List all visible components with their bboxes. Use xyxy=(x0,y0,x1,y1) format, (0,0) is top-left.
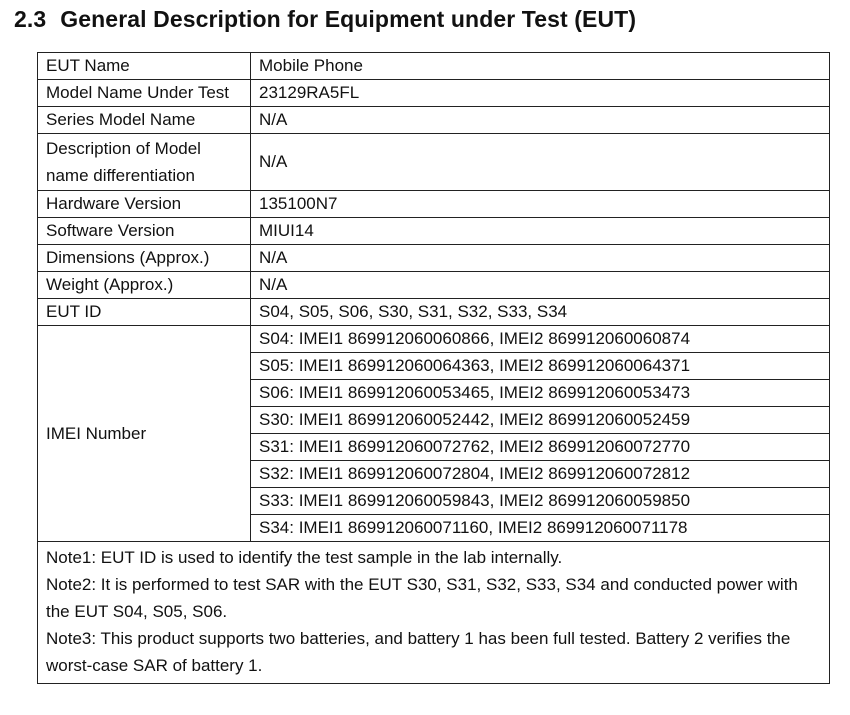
eut-description-table xyxy=(37,52,830,684)
table-row xyxy=(38,272,830,299)
row-label: Software Version xyxy=(38,218,251,245)
row-label: Description of Model name differentiation xyxy=(38,134,251,191)
imei-entry: S34: IMEI1 869912060071160, IMEI2 869912060071178 xyxy=(251,515,830,542)
row-label: Dimensions (Approx.) xyxy=(38,245,251,272)
table-row xyxy=(38,53,830,80)
imei-row xyxy=(38,326,830,353)
row-label: EUT Name xyxy=(38,53,251,80)
note-3: Note3: This product supports two batteries, and battery 1 has been full tested. Battery 2 verifies the worst-case SAR of battery 1. xyxy=(46,629,791,675)
table-row xyxy=(38,80,830,107)
note-2: Note2: It is performed to test SAR with the EUT S30, S31, S32, S33, S34 and conducted power with the EUT S04, S05, S06. xyxy=(46,575,798,621)
row-label: EUT ID xyxy=(38,299,251,326)
row-value: MIUI14 xyxy=(251,218,830,245)
row-label: Series Model Name xyxy=(38,107,251,134)
table-row xyxy=(38,245,830,272)
imei-entry: S32: IMEI1 869912060072804, IMEI2 869912060072812 xyxy=(251,461,830,488)
section-title: General Description for Equipment under Test (EUT) xyxy=(60,6,637,32)
imei-label: IMEI Number xyxy=(38,326,251,542)
row-label: Model Name Under Test xyxy=(38,80,251,107)
imei-entry: S04: IMEI1 869912060060866, IMEI2 869912060060874 xyxy=(251,326,830,353)
section-heading xyxy=(14,6,636,33)
row-value: N/A xyxy=(251,134,830,191)
row-value: 135100N7 xyxy=(251,191,830,218)
table-row xyxy=(38,107,830,134)
imei-entry: S31: IMEI1 869912060072762, IMEI2 869912060072770 xyxy=(251,434,830,461)
row-value: N/A xyxy=(251,245,830,272)
row-label: Hardware Version xyxy=(38,191,251,218)
table-row xyxy=(38,218,830,245)
notes-cell xyxy=(38,542,830,684)
imei-entry: S06: IMEI1 869912060053465, IMEI2 869912060053473 xyxy=(251,380,830,407)
table-row xyxy=(38,191,830,218)
imei-entry: S30: IMEI1 869912060052442, IMEI2 869912060052459 xyxy=(251,407,830,434)
notes-row xyxy=(38,542,830,684)
section-number: 2.3 xyxy=(14,6,47,32)
imei-entry: S05: IMEI1 869912060064363, IMEI2 869912060064371 xyxy=(251,353,830,380)
imei-entry: S33: IMEI1 869912060059843, IMEI2 869912060059850 xyxy=(251,488,830,515)
row-value: N/A xyxy=(251,107,830,134)
row-value: N/A xyxy=(251,272,830,299)
row-value: Mobile Phone xyxy=(251,53,830,80)
note-1: Note1: EUT ID is used to identify the test sample in the lab internally. xyxy=(46,548,563,567)
row-label: Weight (Approx.) xyxy=(38,272,251,299)
table-row xyxy=(38,134,830,191)
row-value: 23129RA5FL xyxy=(251,80,830,107)
row-value: S04, S05, S06, S30, S31, S32, S33, S34 xyxy=(251,299,830,326)
table-row xyxy=(38,299,830,326)
